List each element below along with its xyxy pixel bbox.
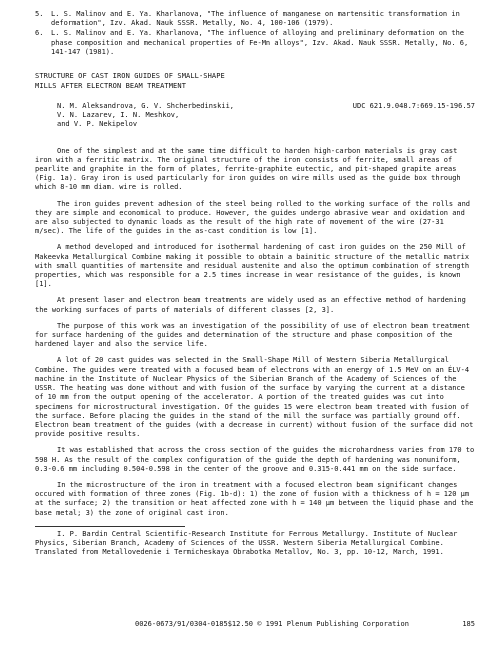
authors-block — [35, 102, 475, 130]
reference-text: L. S. Malinov and E. Ya. Kharlanova, "The influence of manganese on martensitic transformation in deformation", Izv. Akad. Nauk SSSR. Metally, No. 4, 100-106 (1979). — [51, 10, 460, 28]
footnote-divider — [35, 526, 185, 527]
page-footer — [35, 620, 475, 628]
footnote: I. P. Bardin Central Scientific-Research Institute for Ferrous Metallurgy. Institute of Nuclear Physics, Siberian Branch, Academy of Sciences of the USSR. Western Siberia Metallurgical Combine. Translated from Metallovedenie i Termicheskaya Obrabotka Metallov, No. 3, pp. 10-12, March, 1991. — [35, 529, 458, 557]
article-body — [35, 147, 475, 518]
reference-item-5 — [35, 10, 475, 28]
author-list — [35, 102, 234, 130]
body-paragraph-6: A lot of 20 cast guides was selected in the Small-Shape Mill of Western Siberia Metallurgical Combine. The guides were treated with a focused beam of electrons with an energy of 1.5 MeV on an ÉLV-4 machine in the Institute of Nuclear Physics of the Siberian Branch of the Academy of Sciences of the USSR. The heating was done without and with fusion of the surface by varying the current at a distance of 10 mm from the output opening of the accelerator. A portion of the treated guides was cut into specimens for microstructural investigation. Of the guides 15 were electron beam treated with fusion of the surface. Before placing the guides in the stand of the mill the surface was partially ground off. Electron beam treatment of the guides (with a decrease in current) without fusion of the surface did not provide positive results. — [35, 356, 474, 439]
authors-line-1: N. M. Aleksandrova, G. V. Shcherbedinskii, — [57, 102, 235, 111]
article-title-line-2: MILLS AFTER ELECTRON BEAM TREATMENT — [35, 82, 187, 91]
reference-list — [35, 10, 475, 57]
udc-code: UDC 621.9.048.7:669.15-196.57 — [352, 102, 475, 111]
article-title — [35, 71, 475, 91]
body-paragraph-7: It was established that across the cross section of the guides the microhardness varies from 170 to 598 H. As the result of the complex configuration of the guide the depth of hardening was nonuniform, 0.3-0.6 mm including 0.504-0.598 in the center of the groove and 0.315-0.441 mm on the side surface. — [35, 446, 475, 473]
copyright-code: 0026-0673/91/0304-0185$12.50 © 1991 Plenum Publishing Corporation — [135, 620, 409, 628]
body-paragraph-1: One of the simplest and at the same time difficult to harden high-carbon materials is gray cast iron with a ferritic matrix. The original structure of the iron consists of ferrite, small areas of pearlite and graphite in the form of plates, ferrite-graphite eutectic, and pit-shaped grapite areas (Fig. 1a). Gray iron is used particularly for iron guides on wire mills used as the guide box through which 8-10 mm diam. wire is rolled. — [35, 146, 461, 192]
article-title-line-1: STRUCTURE OF CAST IRON GUIDES OF SMALL-SHAPE — [35, 72, 225, 81]
page-number: 185 — [462, 620, 475, 628]
authors-line-3: and V. P. Nekipelov — [57, 120, 138, 129]
body-paragraph-3: A method developed and introduced for isothermal hardening of cast iron guides on the 250 Mill of Makeevka Metallurgical Combine making it possible to obtain a bainitic structure of the metallic matrix with small quantities of martensite and residual austenite and also the optimum combination of strength properties, which was responsible for a 2.5 times increase in wear resistance of the guides, is known [1]. — [35, 243, 470, 289]
reference-text: L. S. Malinov and E. Ya. Kharlanova, "The influence of alloying and preliminary deformation on the phase composition and mechanical properties of Fe-Mn alloys", Izv. Akad. Nauk SSSR. Metally, No. 6, 141-147 (1981). — [51, 29, 469, 56]
body-paragraph-8: In the microstructure of the iron in treatment with a focused electron beam significant changes occured with formation of three zones (Fig. 1b-d): 1) the zone of fusion with a thickness of h = 120 μm at the surface; 2) the transition or heat affected zone with h = 140 μm between the liquid phase and the base metal; 3) the zone of original cast iron. — [35, 480, 474, 517]
body-paragraph-5: The purpose of this work was an investigation of the possibility of use of electron beam treatment for surface hardening of the guides and determination of the structure and phase composition of the hardened layer and also the service life. — [35, 321, 471, 349]
page-content — [35, 10, 475, 557]
body-paragraph-2: The iron guides prevent adhesion of the steel being rolled to the working surface of the rolls and they are simple and economical to produce. However, the guides undergo abrasive wear and oxidation and are also subjected to dynamic loads as the result of the high rate of movement of the wire (27-31 m/sec). The life of the guides in the as-cast condition is low [1]. — [35, 199, 471, 236]
authors-line-2: V. N. Lazarev, I. N. Meshkov, — [57, 111, 180, 120]
reference-number: 5. — [35, 10, 44, 18]
body-paragraph-4: At present laser and electron beam treatments are widely used as an effective method of hardening the working surfaces of parts of materials of different classes [2, 3]. — [35, 296, 466, 314]
reference-item-6 — [35, 29, 475, 57]
reference-number: 6. — [35, 29, 44, 38]
